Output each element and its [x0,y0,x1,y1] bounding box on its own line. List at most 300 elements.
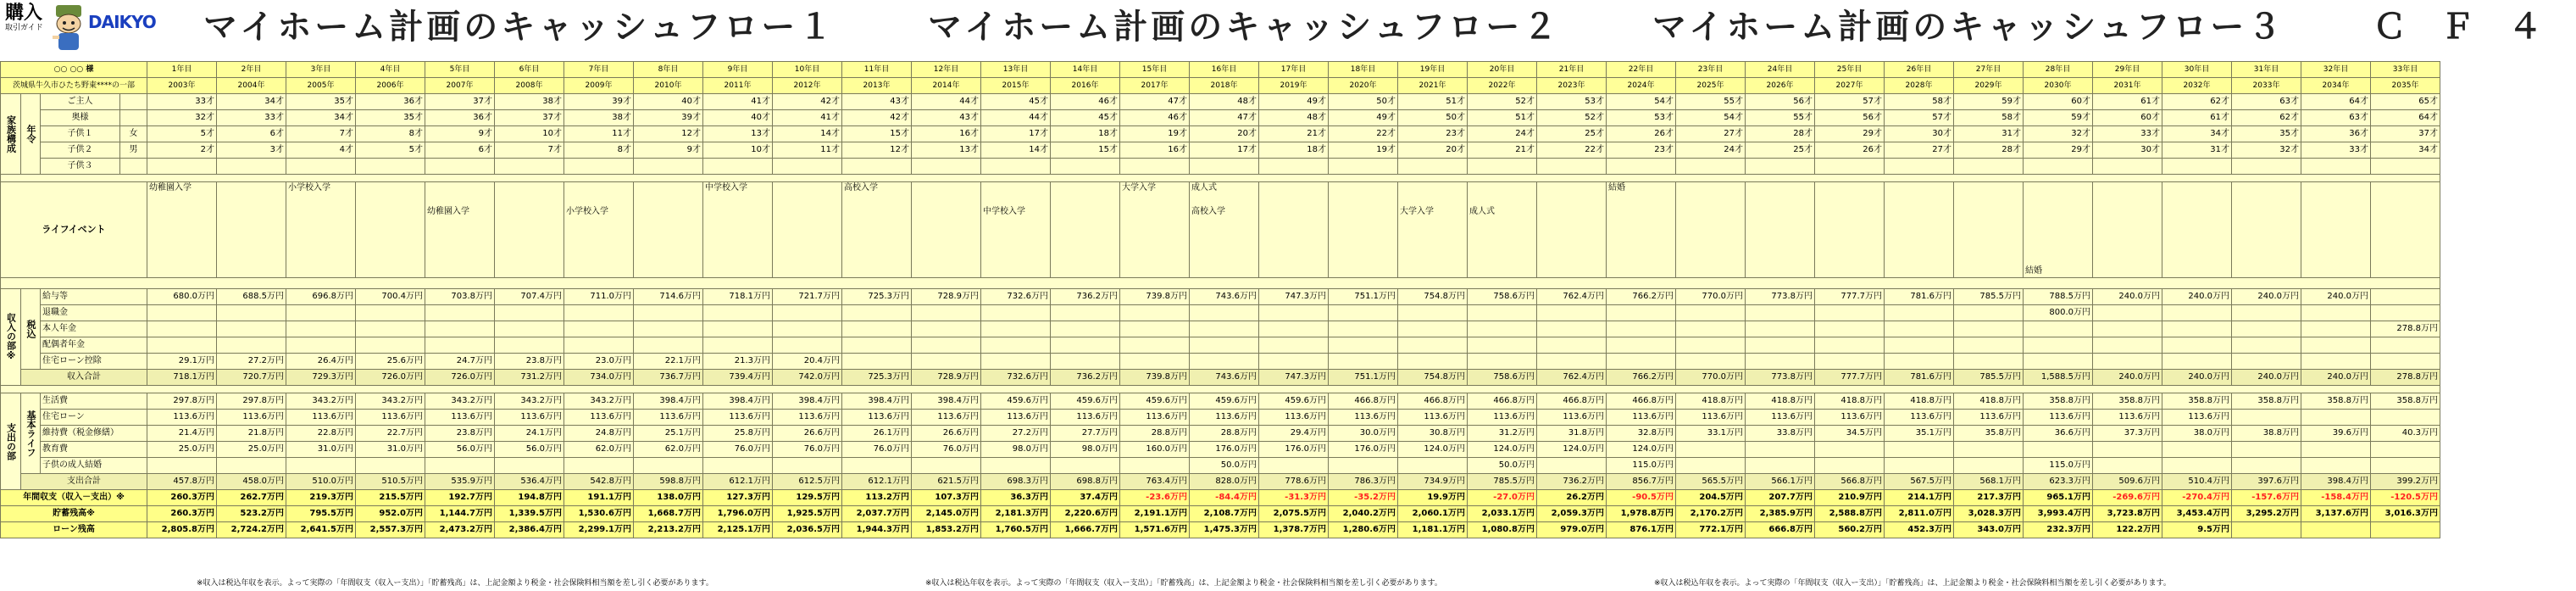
annual-balance-cell: 113.2万円 [842,490,912,506]
income-cell [1190,337,1259,354]
age-cell: 27才 [1676,126,1746,142]
age-cell: 43才 [912,110,981,126]
income-cell [2301,321,2371,337]
expense-cell [2301,442,2371,458]
annual-balance-row [1,490,2440,506]
annual-balance-cell: 217.3万円 [1954,490,2024,506]
annual-balance-cell: -35.2万円 [1329,490,1398,506]
age-cell: 28才 [1954,142,2024,159]
income-cell [1746,337,1815,354]
life-event-text [983,194,1048,206]
calendar-year-cell: 2013年 [842,78,912,94]
age-cell: 41才 [773,110,842,126]
expense-cell: 459.6万円 [1259,393,1329,410]
income-cell: 24.7万円 [425,354,495,370]
income-total-cell: 742.0万円 [773,370,842,386]
income-cell [912,321,981,337]
age-cell [1954,159,2024,175]
income-cell [1885,354,1954,370]
age-cell: 32才 [2024,126,2093,142]
income-cell [1676,354,1746,370]
expense-cell: 124.0万円 [1607,442,1676,458]
expense-cell: 27.7万円 [1051,426,1120,442]
age-cell [2232,159,2301,175]
owner-name: ○○ ○○ 様 [1,62,147,78]
age-cell: 30才 [1885,126,1954,142]
expense-cell [1954,442,2024,458]
expense-total-cell: 598.8万円 [634,474,703,490]
year-number-row [1,62,2440,78]
annual-balance-label: 年間収支（収入－支出）※ [1,490,147,506]
life-event-cell [2162,182,2232,278]
expense-cell: 24.8万円 [564,426,634,442]
income-cell: 788.5万円 [2024,289,2093,305]
income-cell [1120,305,1190,321]
savings-cell: 3,016.3万円 [2371,506,2440,522]
mascot-icon [51,2,88,53]
age-cell: 46才 [1051,94,1120,110]
member-gender [120,110,147,126]
annual-balance-cell: -31.3万円 [1259,490,1329,506]
expense-cell: 30.0万円 [1329,426,1398,442]
life-event-text: 高校入学 [1191,207,1225,216]
age-cell: 18才 [1259,142,1329,159]
expense-cell: 76.0万円 [842,442,912,458]
income-cell: 27.2万円 [217,354,286,370]
expense-cell: 113.6万円 [634,410,703,426]
age-cell [425,159,495,175]
spacer-cell [1,278,2440,289]
expense-row [1,426,2440,442]
calendar-year-cell: 2029年 [1954,78,2024,94]
expense-cell: 113.6万円 [356,410,425,426]
savings-row [1,506,2440,522]
expense-cell: 113.6万円 [2162,410,2232,426]
age-cell: 36才 [425,110,495,126]
life-event-cell [703,182,773,278]
logo-main-text: 購入 [5,3,43,24]
income-cell [286,321,356,337]
expense-total-cell: 612.5万円 [773,474,842,490]
year-number-cell: 12年目 [912,62,981,78]
age-cell: 55才 [1746,110,1815,126]
income-cell [1676,321,1746,337]
income-cell [1954,321,2024,337]
age-cell: 24才 [1676,142,1746,159]
age-cell: 19才 [1329,142,1398,159]
savings-cell: 2,145.0万円 [912,506,981,522]
age-cell: 45才 [981,94,1051,110]
life-event-row [1,182,2440,278]
life-event-cell [2371,182,2440,278]
age-cell: 4才 [286,142,356,159]
expense-cell [912,458,981,474]
age-cell: 2才 [147,142,217,159]
expense-cell: 25.8万円 [703,426,773,442]
cashflow-table [0,61,2440,538]
age-cell: 30才 [2093,142,2162,159]
age-cell [912,159,981,175]
income-cell [1468,354,1537,370]
loan-balance-cell: 1,181.1万円 [1398,522,1468,538]
loan-balance-cell: 1,571.6万円 [1120,522,1190,538]
expense-cell: 37.3万円 [2093,426,2162,442]
expense-cell [2093,442,2162,458]
expense-cell: 31.0万円 [286,442,356,458]
expense-cell [2162,442,2232,458]
age-cell: 31才 [1954,126,2024,142]
loan-balance-row [1,522,2440,538]
annual-balance-cell: -158.4万円 [2301,490,2371,506]
member-label: 子供２ [41,142,120,159]
expense-cell: 466.8万円 [1537,393,1607,410]
income-cell [842,321,912,337]
annual-balance-cell: 262.7万円 [217,490,286,506]
expense-cell [425,458,495,474]
life-event-text [2025,254,2090,265]
loan-balance-cell: 122.2万円 [2093,522,2162,538]
family-age-row [1,142,2440,159]
income-cell [1120,321,1190,337]
income-cell: 680.0万円 [147,289,217,305]
expense-cell [2024,442,2093,458]
income-cell [2232,354,2301,370]
calendar-year-cell: 2018年 [1190,78,1259,94]
member-gender: 女 [120,126,147,142]
expense-cell: 38.8万円 [2232,426,2301,442]
expense-cell [2093,458,2162,474]
loan-balance-cell: 2,641.5万円 [286,522,356,538]
income-cell [981,305,1051,321]
age-cell: 51才 [1398,94,1468,110]
annual-balance-cell: -27.0万円 [1468,490,1537,506]
income-cell [2371,354,2440,370]
savings-cell: 1,796.0万円 [703,506,773,522]
spacer-cell [1,386,2440,393]
expense-cell: 113.6万円 [564,410,634,426]
life-event-text [2025,194,2090,206]
life-event-cell [1607,182,1676,278]
age-cell: 9才 [634,142,703,159]
savings-cell: 3,295.2万円 [2232,506,2301,522]
calendar-year-cell: 2016年 [1051,78,1120,94]
expense-total-cell: 565.5万円 [1676,474,1746,490]
age-cell: 37才 [425,94,495,110]
income-total-cell: 736.7万円 [634,370,703,386]
life-event-text [566,182,631,194]
calendar-year-cell: 2025年 [1676,78,1746,94]
age-cell [217,159,286,175]
expense-cell: 459.6万円 [1190,393,1259,410]
income-cell [147,321,217,337]
expense-cell [1120,458,1190,474]
income-total-cell: 739.8万円 [1120,370,1190,386]
income-total-cell: 732.6万円 [981,370,1051,386]
year-number-cell: 3年目 [286,62,356,78]
expense-cell: 113.6万円 [147,410,217,426]
expense-cell: 115.0万円 [2024,458,2093,474]
income-cell [1815,337,1885,354]
calendar-year-cell: 2004年 [217,78,286,94]
annual-balance-cell: 215.5万円 [356,490,425,506]
income-cell [1815,354,1885,370]
age-cell: 25才 [1746,142,1815,159]
year-number-cell: 23年目 [1676,62,1746,78]
income-cell [2024,337,2093,354]
life-event-text [427,194,492,206]
income-cell: 739.8万円 [1120,289,1190,305]
expense-cell [2162,458,2232,474]
year-number-cell: 27年目 [1954,62,2024,78]
income-item-label: 給与等 [41,289,147,305]
income-cell [1259,305,1329,321]
income-cell [564,337,634,354]
savings-cell: 2,385.9万円 [1746,506,1815,522]
expense-cell: 34.5万円 [1815,426,1885,442]
age-cell: 38才 [564,110,634,126]
age-cell [1190,159,1259,175]
calendar-year-cell: 2014年 [912,78,981,94]
loan-balance-cell: 2,724.2万円 [217,522,286,538]
income-cell [2162,305,2232,321]
year-number-cell: 4年目 [356,62,425,78]
age-cell: 26才 [1607,126,1676,142]
year-number-cell: 10年目 [773,62,842,78]
property-address: 茨城県牛久市ひたち野東****の一部 [1,78,147,94]
expense-total-cell: 566.1万円 [1746,474,1815,490]
loan-balance-cell: 2,299.1万円 [564,522,634,538]
savings-cell: 3,993.4万円 [2024,506,2093,522]
age-cell: 57才 [1885,110,1954,126]
income-cell [564,321,634,337]
income-total-cell: 743.6万円 [1190,370,1259,386]
age-cell [1746,159,1815,175]
income-cell [1051,321,1120,337]
income-cell: 718.1万円 [703,289,773,305]
expense-item-label: 住宅ローン [41,410,147,426]
income-total-cell: 731.2万円 [495,370,564,386]
life-event-text: 大学入学 [1122,183,1156,192]
life-event-text: 小学校入学 [566,207,608,216]
income-cell [981,337,1051,354]
expense-cell: 343.2万円 [356,393,425,410]
family-age-row [1,126,2440,142]
expense-cell [1885,458,1954,474]
year-number-cell: 29年目 [2093,62,2162,78]
income-cell [2024,321,2093,337]
calendar-year-row [1,78,2440,94]
life-event-cell [1120,182,1190,278]
loan-balance-cell: 1,760.5万円 [981,522,1051,538]
expense-item-label: 子供の成人結婚 [41,458,147,474]
annual-balance-cell: 210.9万円 [1815,490,1885,506]
life-event-text [1400,182,1465,194]
income-cell: 240.0万円 [2301,289,2371,305]
age-cell: 58才 [1954,110,2024,126]
savings-cell: 1,925.5万円 [773,506,842,522]
annual-balance-cell: 204.5万円 [1676,490,1746,506]
life-event-cell [356,182,425,278]
life-event-text [2025,206,2090,218]
age-cell: 36才 [356,94,425,110]
expense-cell: 343.2万円 [495,393,564,410]
expense-total-cell: 856.7万円 [1607,474,1676,490]
age-cell: 36才 [2301,126,2371,142]
expense-cell: 358.8万円 [2024,393,2093,410]
income-cell [147,305,217,321]
income-cell: 736.2万円 [1051,289,1120,305]
expense-cell: 56.0万円 [425,442,495,458]
life-event-text [427,182,492,194]
expense-total-cell: 698.8万円 [1051,474,1120,490]
expense-total-cell: 785.5万円 [1468,474,1537,490]
expense-cell [1259,458,1329,474]
age-cell: 33才 [217,110,286,126]
expense-cell: 76.0万円 [703,442,773,458]
expense-cell: 358.8万円 [2301,393,2371,410]
income-cell: 762.4万円 [1537,289,1607,305]
family-age-row [1,159,2440,175]
income-cell [1329,337,1398,354]
life-event-label: ライフイベント [1,182,147,278]
age-cell [1259,159,1329,175]
calendar-year-cell: 2011年 [703,78,773,94]
income-cell [2093,337,2162,354]
income-cell: 800.0万円 [2024,305,2093,321]
loan-balance-cell: 1,666.7万円 [1051,522,1120,538]
life-event-cell [564,182,634,278]
savings-cell: 2,040.2万円 [1329,506,1398,522]
expense-cell: 343.2万円 [425,393,495,410]
income-cell: 770.0万円 [1676,289,1746,305]
expense-cell: 98.0万円 [1051,442,1120,458]
expense-cell: 33.1万円 [1676,426,1746,442]
income-cell [1954,337,2024,354]
expense-total-cell: 734.9万円 [1398,474,1468,490]
income-cell [1746,321,1815,337]
expense-cell [1537,458,1607,474]
loan-balance-cell: 2,125.1万円 [703,522,773,538]
income-total-cell: 770.0万円 [1676,370,1746,386]
expense-cell: 176.0万円 [1190,442,1259,458]
income-cell [1676,337,1746,354]
age-cell: 34才 [286,110,356,126]
purchase-guide-logo [5,3,47,51]
member-gender: 男 [120,142,147,159]
age-label: 年令 [21,94,41,175]
age-cell: 54才 [1676,110,1746,126]
age-cell: 34才 [2371,142,2440,159]
expense-cell: 113.6万円 [1954,410,2024,426]
savings-cell: 2,075.5万円 [1259,506,1329,522]
loan-balance-cell: 2,213.2万円 [634,522,703,538]
annual-balance-cell: 194.8万円 [495,490,564,506]
age-cell [564,159,634,175]
savings-cell: 2,588.8万円 [1815,506,1885,522]
expense-cell [842,458,912,474]
loan-balance-cell: 1,944.3万円 [842,522,912,538]
year-number-cell: 17年目 [1259,62,1329,78]
income-cell [147,337,217,354]
income-cell [2371,305,2440,321]
loan-balance-cell: 979.0万円 [1537,522,1607,538]
income-cell: 20.4万円 [773,354,842,370]
expense-cell: 22.7万円 [356,426,425,442]
year-number-cell: 14年目 [1051,62,1120,78]
income-cell [1607,354,1676,370]
savings-cell: 1,144.7万円 [425,506,495,522]
life-event-text: 幼稚園入学 [149,183,192,192]
income-total-cell: 278.8万円 [2371,370,2440,386]
life-event-text: 小学校入学 [288,183,330,192]
income-cell [1815,321,1885,337]
annual-balance-cell: 36.3万円 [981,490,1051,506]
age-cell: 48才 [1259,110,1329,126]
life-event-cell [1468,182,1537,278]
income-row [1,305,2440,321]
expense-cell: 176.0万円 [1259,442,1329,458]
expense-cell [2232,458,2301,474]
loan-balance-cell: 666.8万円 [1746,522,1815,538]
life-event-cell [425,182,495,278]
expense-cell: 113.6万円 [773,410,842,426]
year-number-cell: 30年目 [2162,62,2232,78]
income-item-label: 住宅ローン控除 [41,354,147,370]
income-cell [1398,321,1468,337]
income-total-cell: 718.1万円 [147,370,217,386]
expense-total-cell: 567.5万円 [1885,474,1954,490]
age-cell: 42才 [773,94,842,110]
income-cell: 725.3万円 [842,289,912,305]
income-cell: 240.0万円 [2093,289,2162,305]
age-cell [773,159,842,175]
age-cell [634,159,703,175]
member-label: 子供３ [41,159,120,175]
income-cell [1051,305,1120,321]
age-cell: 47才 [1120,94,1190,110]
income-cell [1398,305,1468,321]
expense-cell: 27.2万円 [981,426,1051,442]
expense-row [1,393,2440,410]
expense-total-cell: 510.0万円 [286,474,356,490]
annual-balance-cell: 37.4万円 [1051,490,1120,506]
sheet-header [0,0,2576,56]
life-event-cell [2301,182,2371,278]
age-cell: 63才 [2232,94,2301,110]
age-cell: 58才 [1885,94,1954,110]
expense-total-cell: 623.3万円 [2024,474,2093,490]
income-total-cell: 240.0万円 [2162,370,2232,386]
income-cell [1329,305,1398,321]
expense-cell [495,458,564,474]
expense-row [1,442,2440,458]
loan-balance-cell: 772.1万円 [1676,522,1746,538]
expense-cell: 358.8万円 [2232,393,2301,410]
income-cell [1537,321,1607,337]
expense-cell: 398.4万円 [703,393,773,410]
age-cell: 17才 [981,126,1051,142]
income-cell [2371,289,2440,305]
expense-cell: 24.1万円 [495,426,564,442]
income-cell [1885,305,1954,321]
age-cell [1329,159,1398,175]
footnote: ※収入は税込年収を表示。よって実際の「年間収支（収入ー支出）」「貯蓄残高」は、上記金額より税金・社会保険料相当額を差し引く必要があります。 [1654,579,2171,588]
age-cell: 24才 [1468,126,1537,142]
income-cell [2162,321,2232,337]
life-event-cell [2024,182,2093,278]
expense-total-cell: 621.5万円 [912,474,981,490]
age-cell: 52才 [1468,94,1537,110]
